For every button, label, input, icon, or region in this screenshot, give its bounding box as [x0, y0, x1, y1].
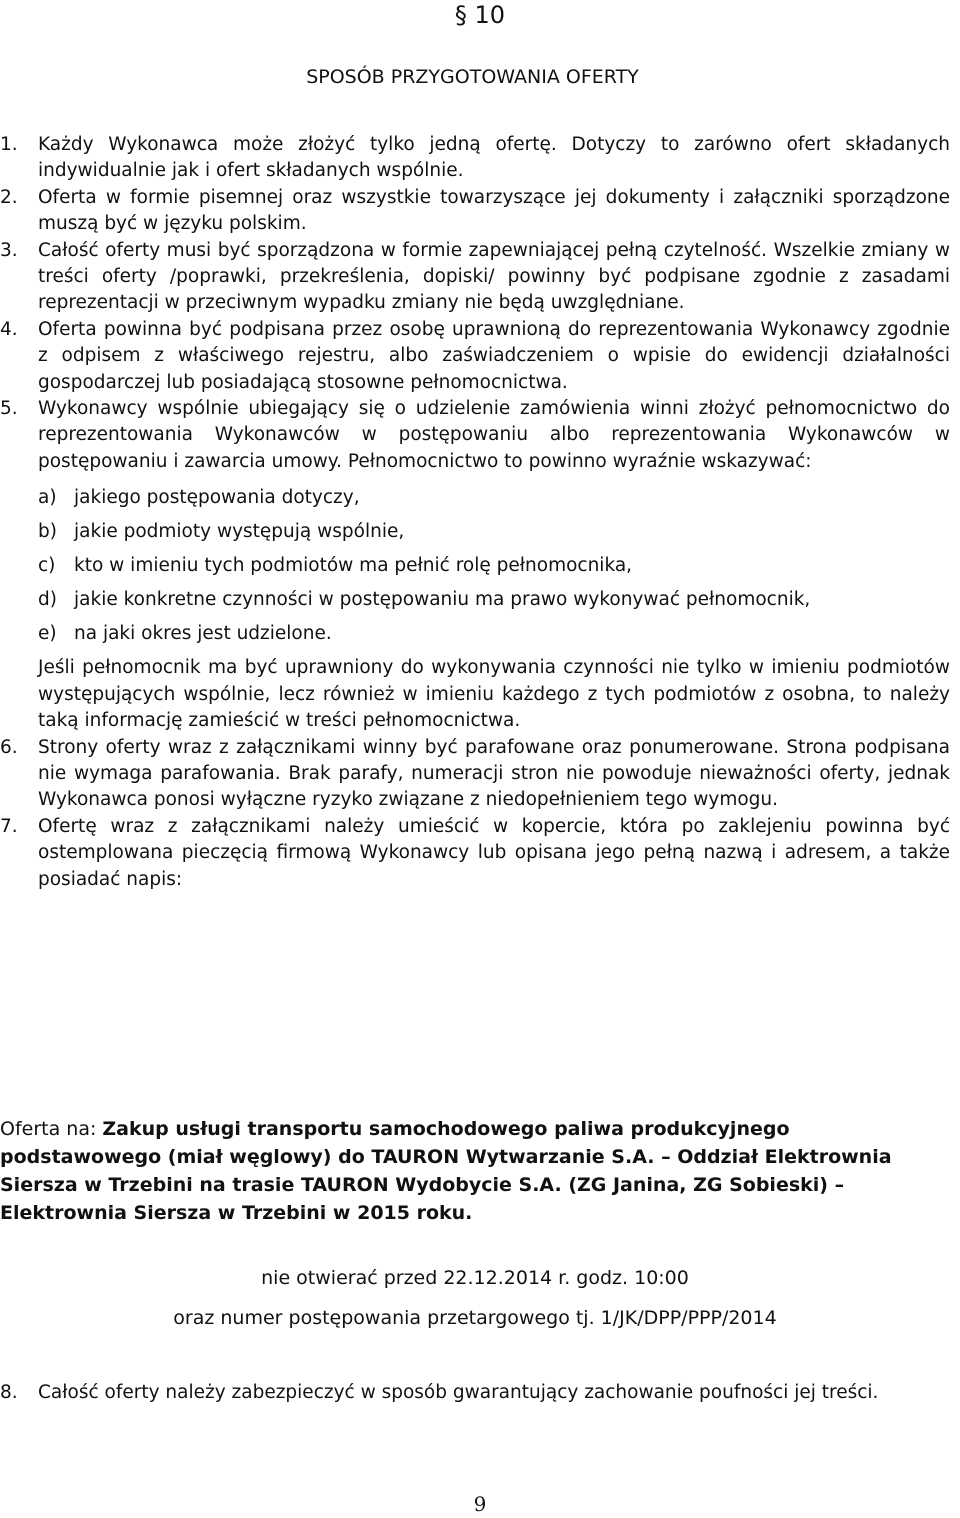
tender-number-line: [0, 1305, 950, 1331]
item-number: 2.: [0, 186, 18, 208]
sub-item-text: jakie podmioty występują wspólnie,: [74, 521, 405, 543]
sub-item-c: [38, 549, 950, 583]
item-number: 1.: [0, 134, 18, 155]
list-item-4: [0, 317, 960, 396]
item-text: Całość oferty musi być sporządzona w formie zapewniającej pełną czytelność. Wszelkie zmiany w treści oferty /poprawki, przekreślenia, dopiski/ powinny być podpisane zgodnie z zasadami reprezentacji w przeciwnym wypadku zmiany nie będą uwzględniane.: [38, 239, 950, 314]
sub-item-text: jakiego postępowania dotyczy,: [74, 487, 360, 509]
sub-item-text: jakie konkretne czynności w postępowaniu ma prawo wykonywać pełnomocnik,: [74, 589, 811, 611]
tender-number: 1/JK/DPP/PPP/2014: [600, 1307, 777, 1329]
item-number: 3.: [0, 239, 18, 261]
item-number: 7.: [0, 815, 18, 837]
item-text: Każdy Wykonawca może złożyć tylko jedną ofertę. Dotyczy to zarówno ofert składanych indywidualnie jak i ofert składanych wspólnie.: [38, 134, 950, 182]
sub-item-text: na jaki okres jest udzielone.: [74, 623, 332, 645]
do-not-open-notice: nie otwierać przed 22.12.2014 r. godz. 10:00: [261, 1267, 689, 1289]
item-number: 4.: [0, 318, 18, 340]
item-5-tail-text: Jeśli pełnomocnik ma być uprawniony do wykonywania czynności nie tylko w imieniu podmiotów występujących wspólnie, lecz również w imieniu każdego z tych podmiotów z osobna, to należy taką informację zamieścić w treści pełnomocnictwa.: [38, 657, 950, 732]
list-item-2: [0, 185, 960, 238]
power-of-attorney-requirements: [38, 481, 950, 651]
list-item-6: [0, 735, 960, 814]
item-number: 6.: [0, 736, 18, 758]
sub-item-b: [38, 515, 950, 549]
offer-preparation-list: [0, 132, 960, 893]
list-item-7: [0, 814, 960, 893]
item-number: 8.: [0, 1382, 18, 1403]
list-item-5: [0, 396, 960, 734]
sub-item-letter: e): [38, 623, 57, 645]
item-text: Strony oferty wraz z załącznikami winny być parafowane oraz ponumerowane. Strona podpisana nie wymaga parafowania. Brak parafy, numeracji stron nie powoduje nieważności oferty, jednak Wykonawca ponosi wyłączne ryzyko związane z niedopełnieniem tego wymogu.: [38, 736, 950, 811]
sub-item-letter: b): [38, 521, 57, 543]
sub-item-text: kto w imieniu tych podmiotów ma pełnić rolę pełnomocnika,: [74, 555, 633, 577]
item-text: Oferta w formie pisemnej oraz wszystkie towarzyszące jej dokumenty i załączniki sporządzone muszą być w języku polskim.: [38, 186, 950, 235]
envelope-inscription: [0, 1115, 950, 1227]
list-item-8: [0, 1380, 960, 1406]
sub-item-letter: a): [38, 487, 57, 509]
offer-for-label: Oferta na:: [0, 1118, 103, 1140]
item-text: Oferta powinna być podpisana przez osobę uprawnioną do reprezentowania Wykonawcy zgodnie z odpisem z właściwego rejestru, albo zaświadczeniem o wpisie do ewidencji działalności gospodarczej lub posiadającą stosowne pełnomocnictwa.: [38, 318, 950, 393]
sub-item-e: [38, 617, 950, 651]
list-item-8-body: [0, 1380, 960, 1406]
offer-subject: Zakup usługi transportu samochodowego paliwa produkcyjnego podstawowego (miał węglowy) do TAURON Wytwarzanie S.A. – Oddział Elektrownia Siersza w Trzebini na trasie TAURON Wydobycie S.A. (ZG Janina, ZG Sobieski) – Elektrownia Siersza w Trzebini w 2015 roku.: [0, 1118, 892, 1224]
sub-item-letter: c): [38, 555, 56, 577]
sub-item-a: [38, 481, 950, 515]
item-text: Wykonawcy wspólnie ubiegający się o udzielenie zamówienia winni złożyć pełnomocnictwo do reprezentowania Wykonawców w postępowaniu albo reprezentowania Wykonawców w postępowaniu i zawarcia umowy. Pełnomocnictwo to powinno wyraźnie wskazywać:: [38, 398, 950, 472]
tender-number-label: oraz numer postępowania przetargowego tj.: [173, 1307, 601, 1329]
item-text: Całość oferty należy zabezpieczyć w sposób gwarantujący zachowanie poufności jej treści.: [38, 1382, 879, 1403]
list-item-1: [0, 132, 960, 185]
item-number: 5.: [0, 398, 18, 420]
item-text: Ofertę wraz z załącznikami należy umieścić w kopercie, która po zaklejeniu powinna być ostemplowana pieczęcią firmową Wykonawcy lub opisana jego pełną nazwą i adresem, a także posiadać napis:: [38, 815, 950, 890]
page-number: 9: [473, 1492, 487, 1516]
list-item-3: [0, 238, 960, 317]
section-number: § 10: [454, 1, 506, 29]
sub-item-d: [38, 583, 950, 617]
sub-item-letter: d): [38, 589, 57, 611]
section-title: SPOSÓB PRZYGOTOWANIA OFERTY: [306, 66, 639, 88]
